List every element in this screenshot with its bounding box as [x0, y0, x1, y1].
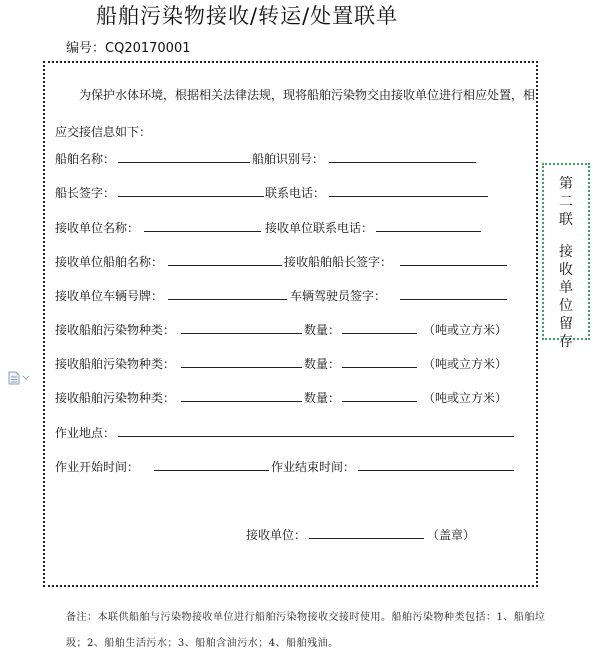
doc-no-label: 编号： — [66, 41, 106, 56]
receiver-ship-field[interactable] — [168, 253, 282, 266]
quantity-unit: （吨或立方米） — [423, 323, 508, 337]
pollutant-type-label: 接收船舶污染物种类： — [55, 357, 176, 371]
receiver-ship-label: 接收单位船舶名称： — [55, 255, 164, 269]
quantity-field[interactable] — [342, 321, 417, 334]
receiver-unit-label: 接收单位名称： — [55, 221, 140, 235]
receiver-sign-field[interactable] — [309, 526, 424, 539]
phone-label: 联系电话： — [265, 186, 326, 200]
copy-number: 第二联 — [559, 176, 573, 228]
ship-id-label: 船舶识别号： — [252, 152, 325, 166]
ship-name-field[interactable] — [118, 150, 250, 163]
quantity-label: 数量： — [304, 323, 341, 337]
form-title: 船舶污染物接收/转运/处置联单 — [96, 4, 399, 28]
quantity-unit: （吨或立方米） — [423, 357, 508, 371]
doc-no-value: CQ20170001 — [105, 41, 191, 56]
vehicle-plate-field[interactable] — [168, 287, 287, 300]
start-time-field[interactable] — [154, 458, 269, 471]
quantity-label: 数量： — [304, 357, 341, 371]
pollutant-type-label: 接收船舶污染物种类： — [55, 391, 176, 405]
phone-field[interactable] — [329, 184, 488, 197]
end-time-label: 作业结束时间： — [271, 460, 356, 474]
ship-id-field[interactable] — [329, 150, 476, 163]
pollutant-type-field[interactable] — [181, 355, 302, 368]
quantity-field[interactable] — [342, 355, 417, 368]
pollutant-type-label: 接收船舶污染物种类： — [55, 323, 176, 337]
receiver-unit-field[interactable] — [144, 219, 261, 232]
location-label: 作业地点： — [55, 426, 116, 440]
driver-sign-field[interactable] — [400, 287, 507, 300]
intro-paragraph: 为保护水体环境，根据相关法律法规，现将船舶污染物交由接收单位进行相应处置，相应交接信息如下： — [55, 88, 536, 139]
document-icon[interactable] — [7, 371, 33, 385]
copy-tab-text — [554, 175, 578, 351]
driver-sign-label: 车辆驾驶员签字： — [290, 289, 387, 303]
receiver-phone-label: 接收单位联系电话： — [265, 221, 374, 235]
receiver-captain-label: 接收船舶船长签字： — [284, 255, 393, 269]
pollutant-type-field[interactable] — [181, 321, 302, 334]
copy-retained-by: 接收单位留存 — [559, 244, 573, 350]
ship-name-label: 船舶名称： — [55, 152, 116, 166]
location-field[interactable] — [118, 424, 514, 437]
footer-note: 备注：本联供船舶与污染物接收单位进行船舶污染物接收交接时使用。船舶污染物种类包括：1、船舶垃圾；2、船舶生活污水；3、船舶含油污水；4、船舶残油。 — [66, 612, 546, 649]
start-time-label: 作业开始时间： — [55, 460, 140, 474]
quantity-label: 数量： — [304, 391, 341, 405]
captain-sign-field[interactable] — [118, 184, 264, 197]
document-number — [66, 37, 191, 56]
quantity-field[interactable] — [342, 389, 417, 402]
receiver-captain-field[interactable] — [400, 253, 507, 266]
receiver-phone-field[interactable] — [376, 219, 481, 232]
quantity-unit: （吨或立方米） — [423, 391, 508, 405]
captain-sign-label: 船长签字： — [55, 186, 116, 200]
receiver-sign-label: 接收单位： — [246, 528, 307, 542]
seal-note: （盖章） — [427, 528, 476, 542]
copy-tab — [542, 163, 590, 350]
vehicle-plate-label: 接收单位车辆号牌： — [55, 289, 164, 303]
pollutant-type-field[interactable] — [181, 389, 302, 402]
end-time-field[interactable] — [358, 458, 514, 471]
